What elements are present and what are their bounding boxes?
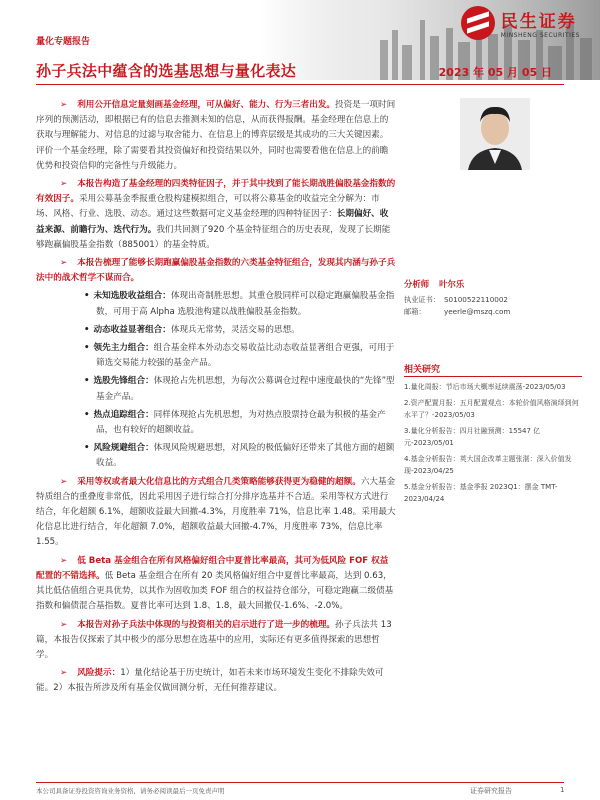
summary-paragraph-5: ➢ 低 Beta 基金组合在所有风格偏好组合中夏普比率最高，其可为低风险 FOF 权益配置的不错选择。低 Beta 基金组合在所有 20 类风格偏好组合中夏普比率最高，达到 0.63，其比低估值组合更具优势，以其作为固收加类 FOF 组合的权益持仓部分，可稳定跑赢二级债基指数和偏债混合基指数。夏普比率可达到 1.8、1.8，最大回撤仅-1.6%、-2.0%。 bbox=[36, 555, 394, 612]
arrow-icon: ➢ bbox=[60, 258, 68, 269]
footer-doc-label: 证券研究报告 bbox=[470, 787, 512, 795]
email-link[interactable]: yeerle@mszq.com bbox=[444, 307, 511, 316]
report-date: 2023 年 05 月 05 日 bbox=[438, 66, 552, 79]
logo-chinese-name: 民生证券 bbox=[500, 12, 577, 32]
portfolio-item: • 领先主力组合：组合基金样本外动态交易收益比动态收益显著组合更强，可用于筛选交易能力较强的基金产品。 bbox=[84, 343, 395, 369]
portfolio-item: • 未知选股收益组合：体现出奇制胜思想。其重仓股同样可以稳定跑赢偏股基金指数，可用于高 Alpha 选股池构建以战胜偏股基金指数。 bbox=[84, 291, 395, 317]
portfolio-item: • 选股先锋组合：体现抢占先机思想，为每次公募调仓过程中速度最快的“先锋”型基金产品。 bbox=[84, 376, 395, 402]
logo-icon bbox=[461, 6, 495, 40]
page-number: 1 bbox=[560, 786, 565, 794]
summary-paragraph-3: ➢ 本报告梳理了能够长期跑赢偏股基金指数的六类基金特征组合，发现其内涵与孙子兵法中的战术哲学不谋而合。 bbox=[36, 258, 396, 284]
related-item[interactable]: 4.基金分析报告：英大国企改革主题张湛：深入价值发现-2023/04/25 bbox=[404, 455, 572, 475]
cert-row: 执业证书： S0100522110002 bbox=[404, 295, 509, 304]
logo-english-name: MINSHENG SECURITIES bbox=[500, 32, 580, 39]
report-title: 孙子兵法中蕴含的选基思想与量化表达 bbox=[36, 62, 297, 80]
analyst-photo bbox=[460, 98, 530, 170]
arrow-icon: ➢ bbox=[60, 179, 68, 190]
portfolio-item: • 热点追踪组合：同样体现抢占先机思想，为对热点股票持仓最为积极的基金产品，也有较好的超额收益。 bbox=[84, 409, 386, 436]
arrow-icon: ➢ bbox=[60, 100, 68, 110]
summary-paragraph-6: ➢ 本报告对孙子兵法中体现的与投资相关的启示进行了进一步的梳理。孙子兵法共 13 篇，本报告仅探索了其中极少的部分思想在选基中的应用，实际还有更多值得探索的思想哲学。 bbox=[36, 619, 392, 660]
related-divider bbox=[404, 376, 582, 377]
portfolio-item: • 风险规避组合：体现风险规避思想，对风险的极低偏好还带来了其他方面的超额收益。 bbox=[84, 443, 395, 469]
analyst-name: 叶尔乐 bbox=[439, 279, 465, 289]
footer-divider bbox=[36, 782, 564, 783]
company-logo bbox=[461, 6, 580, 40]
arrow-icon: ➢ bbox=[60, 668, 68, 679]
related-item[interactable]: 1.量化周报：节后市场大概率延续震荡-2023/05/03 bbox=[404, 383, 566, 391]
arrow-icon: ➢ bbox=[60, 476, 68, 487]
summary-body bbox=[36, 98, 396, 700]
report-header bbox=[0, 0, 600, 80]
analyst-row: 分析师 叶尔乐 bbox=[404, 279, 465, 289]
arrow-icon: ➢ bbox=[60, 619, 68, 630]
related-item[interactable]: 3.量化分析报告：四月社融预测：15547 亿元-2023/05/01 bbox=[404, 427, 541, 447]
summary-paragraph-2: ➢ 本报告构造了基金经理的四类特征因子，并于其中找到了能长期战胜偏股基金指数的有效因子。采用公募基金季报重仓股构建模拟组合，可以将公募基金的收益完全分解为：市场、风格、行业、选股、动态。通过这些数据可定义基金经理的四种特征因子：长期偏好、收益来源、前瞻行为、迭代行为。我们共回测了920 个基金特征组合的历史表现，发现了长期能够跑赢偏股基金指数（885001）的基金特质。 bbox=[36, 179, 396, 250]
summary-paragraph-4: ➢ 采用等权或者最大化信息比的方式组合几类策略能够获得更为稳健的超额。六大基金特质组合的重叠度非常低，因此采用因子进行综合打分排序选基并不合适。采用等权方式进行结合，年化超额 6.1%，超额收益最大回撤-4.3%，月度胜率 71%，信息比率 1.48。采用最大化信息比进行结合，年化超额 7.0%，超额收益最大回撤-4.7%，月度胜率 73%，信息比率 1.55。 bbox=[36, 476, 396, 548]
email-row: 邮箱： yeerle@mszq.com bbox=[404, 307, 511, 316]
portfolio-item: • 动态收益显著组合：体现兵无常势，灵活交易的思想。 bbox=[84, 324, 300, 335]
related-research-title: 相关研究 bbox=[404, 365, 441, 375]
arrow-icon: ➢ bbox=[60, 555, 68, 566]
report-type-label: 量化专题报告 bbox=[36, 37, 91, 47]
footer-disclaimer: 本公司具备证券投资咨询业务资格，请务必阅读最后一页免责声明 bbox=[36, 787, 225, 795]
related-item[interactable]: 5.基金分析报告：基金季报 2023Q1：摆金 TMT-2023/04/24 bbox=[404, 483, 558, 503]
risk-warning: ➢ 风险提示：1）量化结论基于历史统计，如若未来市场环境发生变化不排除失效可能。2）本报告所涉及所有基金仅做回测分析，无任何推荐建议。 bbox=[36, 668, 384, 694]
summary-paragraph-1: ➢ 利用公开信息定量刻画基金经理，可从偏好、能力、行为三者出发。投资是一项时间序列的预测活动，即根据已有的信息去推测未知的信息，从而获得报酬。基金经理在信息上的获取与理解能力、对信息的过滤与取舍能力、在信息上的博弈层级是其成功的三大关键因素。评价一个基金经理，除了需要看其投资偏好和投资结果以外，同时也需要看他在信息上的前瞻优势和投资信仰的完备性与升级能力。 bbox=[36, 100, 396, 171]
related-item[interactable]: 2.资产配置月报：五月配置观点：本轮价值风格演绎到何水平了？-2023/05/03 bbox=[404, 399, 579, 419]
related-research-list bbox=[404, 381, 582, 509]
header-divider bbox=[36, 84, 564, 85]
